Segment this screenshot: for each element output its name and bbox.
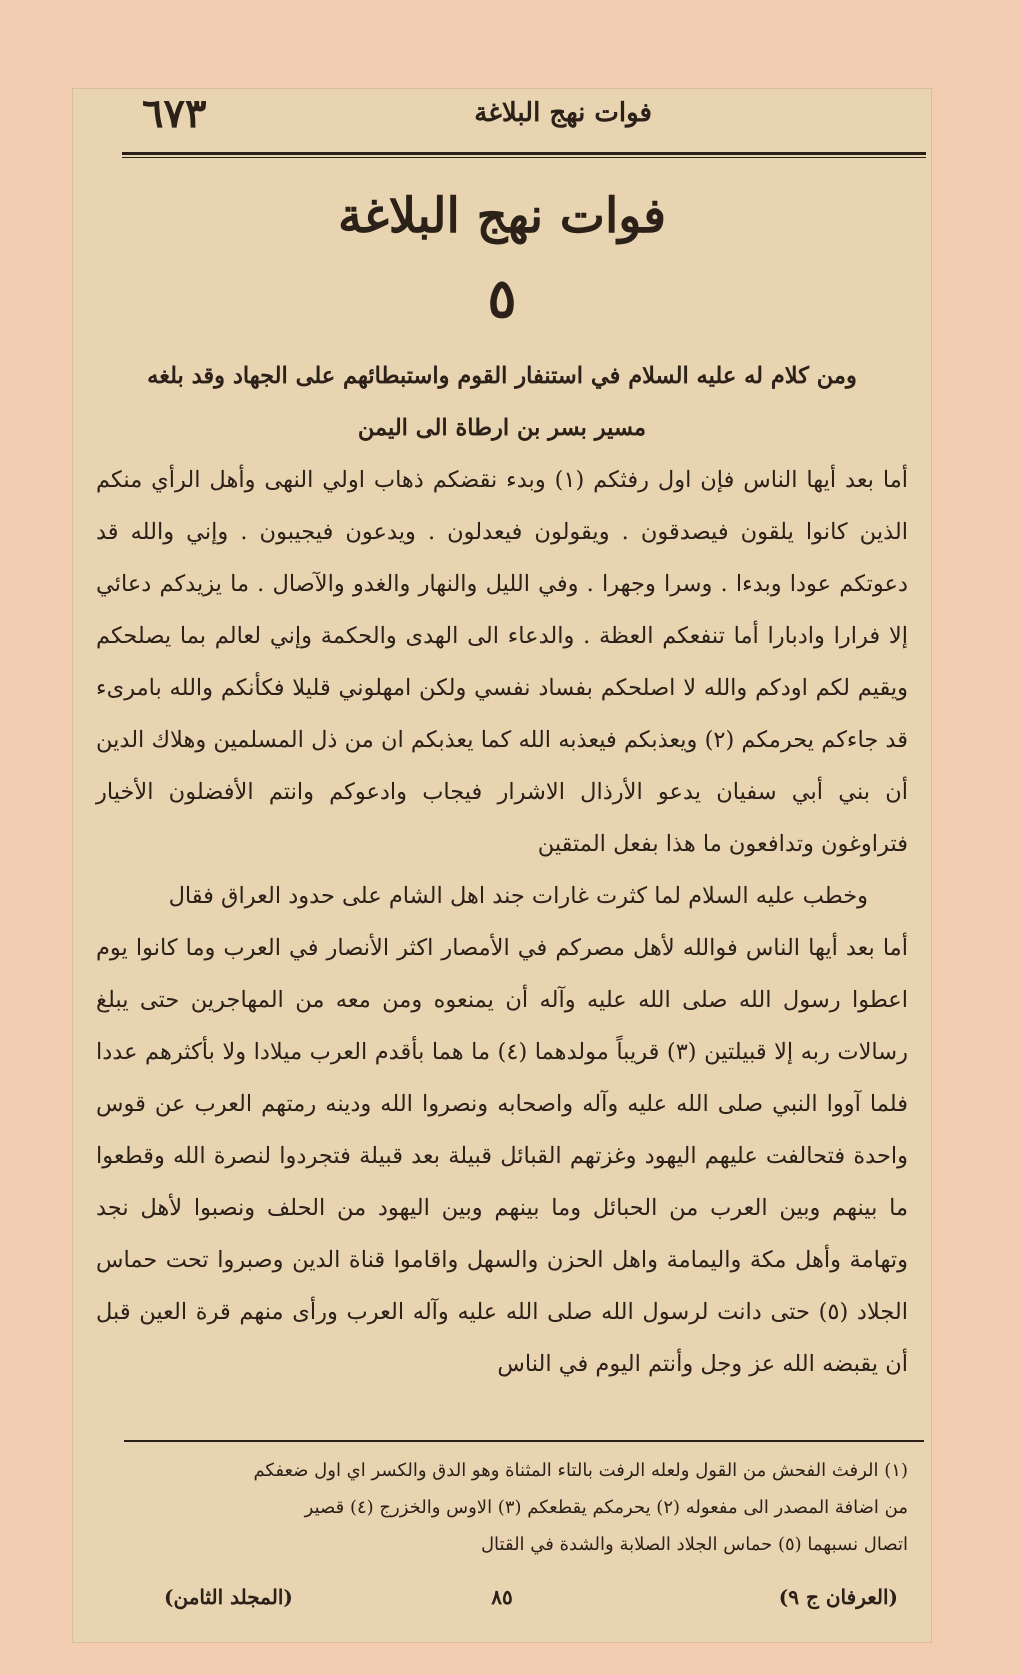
sermon-heading-line-1: ومن كلام له عليه السلام في استنفار القوم واستبطائهم على الجهاد وقد بلغه: [147, 363, 857, 389]
page-footer: [72, 1585, 932, 1625]
running-title: فوات نهج البلاغة: [474, 98, 652, 128]
sermon-heading-line-2: مسير بسر بن ارطاة الى اليمن: [357, 415, 647, 441]
body-text: [96, 350, 908, 1390]
footnotes: [96, 1452, 908, 1563]
paragraph-1: أما بعد أيها الناس فإن اول رفثكم (١) وبدء نقضكم ذهاب اولي النهى وأهل الرأي منكم الذين كانوا يلقون فيصدقون . ويقولون فيعدلون . ويدعون فيجيبون . وإني والله قد دعوتكم عودا وبدءا . وسرا وجهرا . وفي الليل والنهار والغدو والآصال . ما يزيدكم دعائي إلا فرارا وادبارا أما تنفعكم العظة . والدعاء الى الهدى والحكمة وإني لعالم بما يصلحكم ويقيم لكم اودكم والله لا اصلحكم بفساد نفسي ولكن امهلوني قليلا فكأنكم والله بامرىء قد جاءكم يحرمكم (٢) ويعذبكم فيعذبه الله كما يعذبكم ان من ذل المسلمين وهلاك الدين أن بني أبي سفيان يدعو الأرذال الاشرار فيجاب وادعوكم وانتم الأفضلون الأخيار فتراوغون وتدافعون ما هذا بفعل المتقين: [96, 467, 908, 857]
footnote-line-1: (١) الرفث الفحش من القول ولعله الرفت بالتاء المثناة وهو الدق والكسر اي اول ضعفكم: [253, 1460, 908, 1481]
footnote-line-2: من اضافة المصدر الى مفعوله (٢) يحرمكم يقطعكم (٣) الاوس والخزرج (٤) قصير: [304, 1497, 908, 1518]
section-number: ٥: [487, 266, 517, 330]
footer-journal: (العرفان ج ٩): [778, 1585, 898, 1609]
header-rule: [122, 152, 926, 158]
running-header: [72, 88, 932, 148]
footer-page-number: ٨٥: [491, 1585, 513, 1609]
page-number: ٦٧٣: [142, 90, 207, 137]
section-title: فوات نهج البلاغة: [337, 188, 667, 244]
footnote-rule: [124, 1440, 924, 1442]
footer-volume: (المجلد الثامن): [164, 1585, 293, 1609]
paragraph-2-heading: وخطب عليه السلام لما كثرت غارات جند اهل الشام على حدود العراق فقال: [168, 883, 868, 909]
document-page: [72, 88, 932, 1643]
footnote-line-3: اتصال نسبهما (٥) حماس الجلاد الصلابة والشدة في القتال: [480, 1534, 908, 1555]
paragraph-3: أما بعد أيها الناس فوالله لأهل مصركم في الأمصار اكثر الأنصار في العرب وما كانوا يوم اعطوا رسول الله صلى الله عليه وآله أن يمنعوه ومن معه من المهاجرين حتى يبلغ رسالات ربه إلا قبيلتين (٣) قريباً مولدهما (٤) ما هما بأقدم العرب ميلادا ولا بأكثرهم عددا فلما آووا النبي صلى الله عليه وآله واصحابه ونصروا الله ودينه رمتهم العرب عن قوس واحدة فتحالفت عليهم اليهود وغزتهم القبائل قبيلة بعد قبيلة فتجردوا لنصرة الله وقطعوا ما بينهم وبين العرب من الحبائل وما بينهم وبين اليهود من الحلف ونصبوا لأهل نجد وتهامة وأهل مكة واليمامة واهل الحزن والسهل واقاموا قناة الدين وصبروا تحت حماس الجلاد (٥) حتى دانت لرسول الله صلى الله عليه وآله العرب ورأى منهم قرة العين قبل أن يقبضه الله عز وجل وأنتم اليوم في الناس: [96, 935, 908, 1377]
